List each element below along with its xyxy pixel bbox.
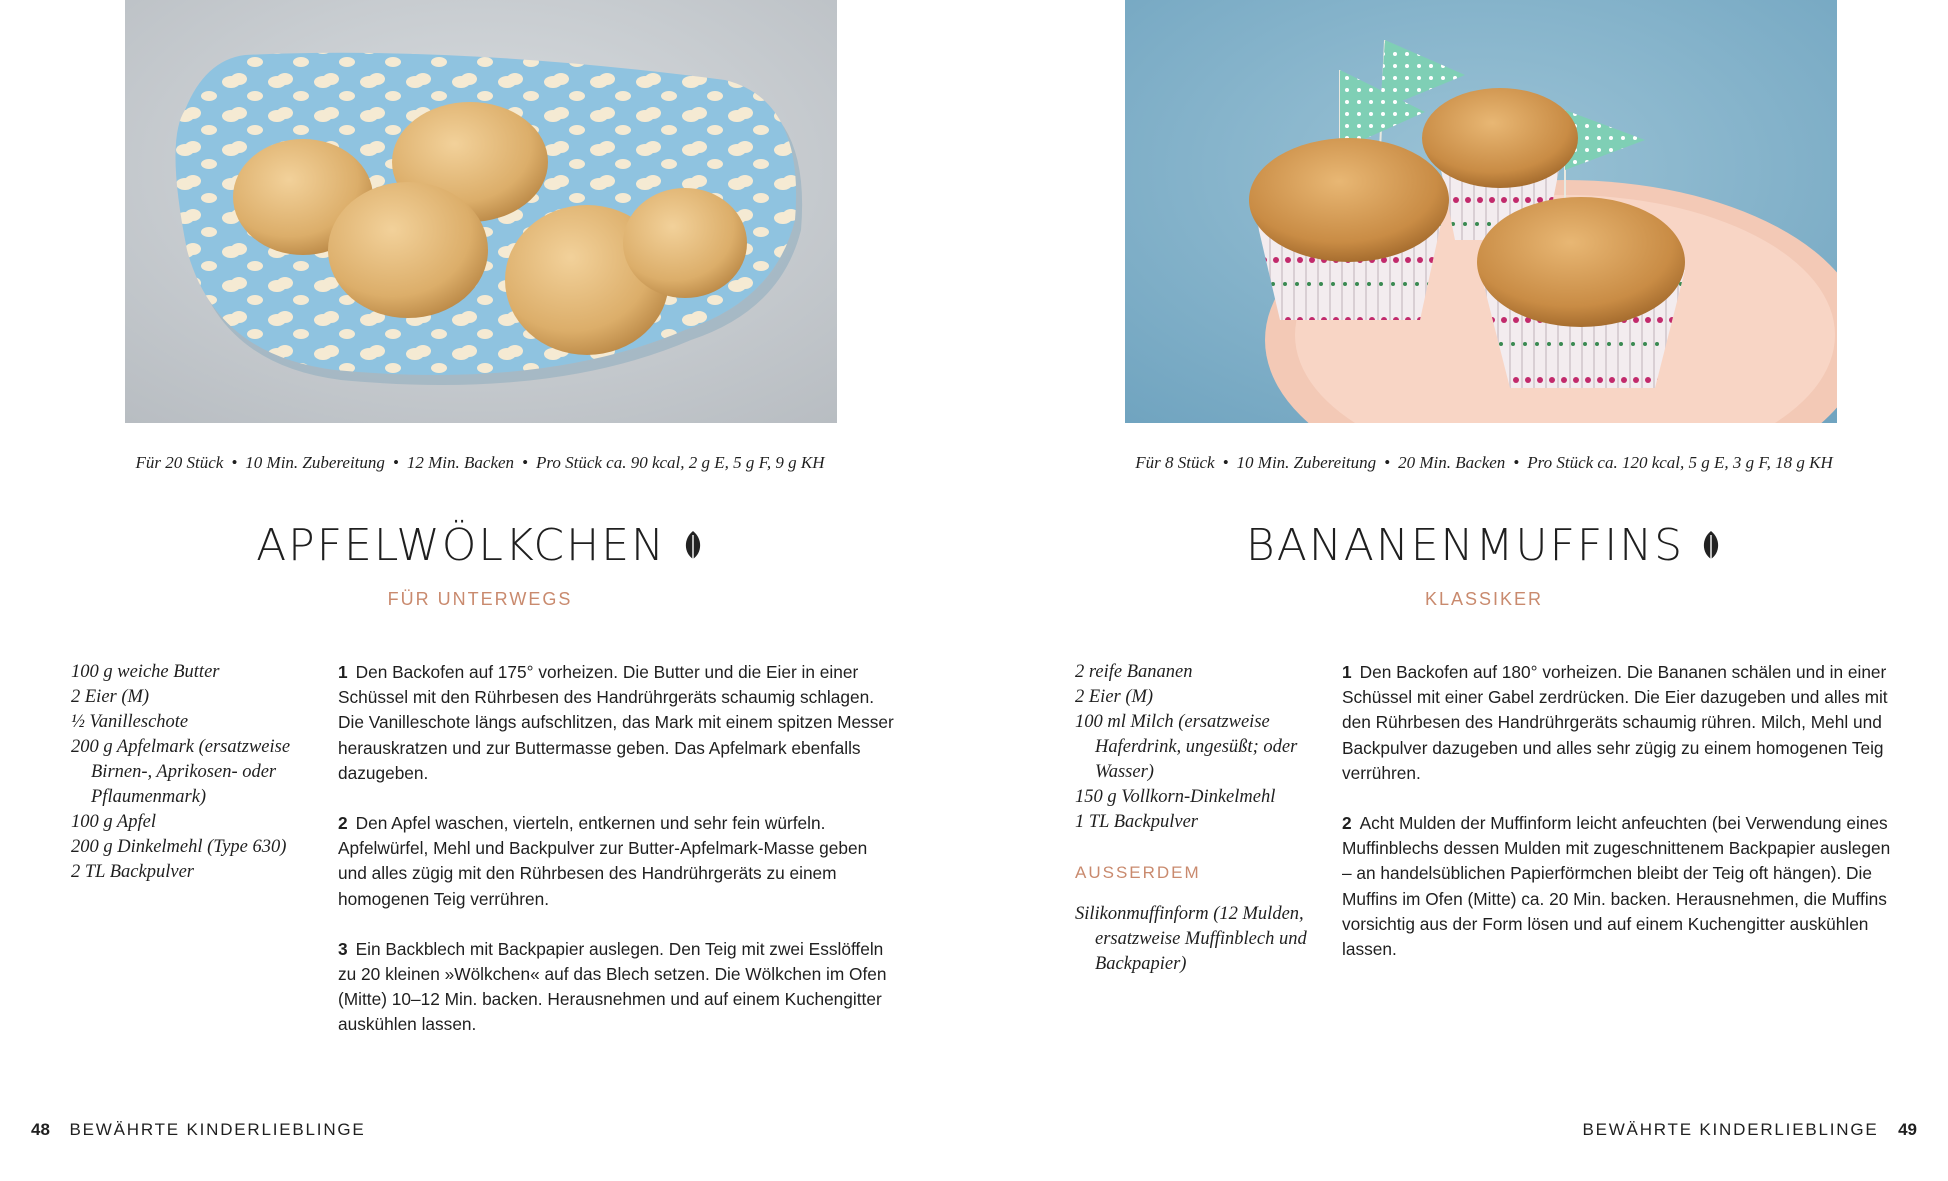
ingredient-item: 150 g Vollkorn-Dinkelmehl <box>1075 787 1276 807</box>
step-text: Ein Backblech mit Backpapier auslegen. Den Teig mit zwei Esslöffeln zu 20 kleinen »Wölkchen« auf das Blech setzen. Die Wölkchen im Ofen (Mitte) 10–12 Min. backen. Herausnehmen und auf einem Kuchengitter auskühlen lassen. <box>338 938 887 1035</box>
ingredient-list <box>71 660 311 885</box>
ingredient-item: 2 TL Backpulver <box>71 862 194 882</box>
step-text: Den Backofen auf 175° vorheizen. Die Butter und die Eier in einer Schüssel mit den Rührbesen des Handrührgeräts schaumig schlagen. Die Vanilleschote längs aufschlitzen, das Mark mit einem spitzen Messer herauskratzen und zur Buttermasse geben. Das Apfelmark ebenfalls dazugeben. <box>338 662 894 783</box>
ingredient-item: 100 ml Milch (ersatzweise Haferdrink, ungesüßt; oder Wasser) <box>1075 712 1298 782</box>
method-step <box>338 660 894 786</box>
meta-prep-time: 10 Min. Zubereitung <box>1236 453 1377 472</box>
ingredient-item: ½ Vanilleschote <box>71 712 189 732</box>
page-footer <box>1582 1120 1917 1140</box>
recipe-title-text: BANANENMUFFINS <box>1245 520 1685 571</box>
step-number: 1 <box>1342 662 1352 682</box>
meta-prep-time: 10 Min. Zubereitung <box>245 453 385 472</box>
recipe-subtitle: FÜR UNTERWEGS <box>387 589 573 609</box>
meta-yield: Für 8 Stück <box>1135 453 1215 472</box>
ingredient-item: 200 g Dinkelmehl (Type 630) <box>71 837 287 857</box>
ingredient-item: 1 TL Backpulver <box>1075 812 1198 832</box>
meta-bake-time: 20 Min. Backen <box>1398 453 1506 472</box>
step-text: Den Apfel waschen, vierteln, entkernen und sehr fein würfeln. Apfelwürfel, Mehl und Backpulver zur Butter-Apfelmark-Masse geben und alles zügig mit den Rührbesen des Handrührgeräts zu einem homogenen Teig verrühren. <box>338 813 868 909</box>
running-head: BEWÄHRTE KINDERLIEBLINGE <box>69 1120 366 1139</box>
meta-bake-time: 12 Min. Backen <box>406 453 515 472</box>
meta-yield: Für 20 Stück <box>135 453 224 472</box>
page-number: 49 <box>1898 1120 1917 1139</box>
banana-muffins-photo <box>1125 0 1837 423</box>
step-number: 2 <box>338 813 348 834</box>
ingredient-item: 100 g weiche Butter <box>71 662 220 682</box>
recipe-title <box>120 520 840 574</box>
page-number: 48 <box>31 1120 50 1139</box>
meta-nutrition: Pro Stück ca. 120 kcal, 5 g E, 3 g F, 18 g KH <box>1527 453 1833 472</box>
meta-nutrition: Pro Stück ca. 90 kcal, 2 g E, 5 g F, 9 g KH <box>535 453 825 472</box>
ingredient-list <box>1075 660 1315 977</box>
recipe-subtitle: KLASSIKER <box>1424 589 1544 609</box>
page-footer <box>31 1120 366 1140</box>
apple-cookies-photo <box>125 0 837 423</box>
ingredient-item: 200 g Apfelmark (ersatzweise Birnen-, Aprikosen- oder Pflaumenmark) <box>71 737 291 807</box>
step-number: 3 <box>338 938 348 959</box>
method-step <box>338 937 894 1038</box>
recipe-meta: Für 20 Stück • 10 Min. Zubereitung • 12 Min. Backen • Pro Stück ca. 90 kcal, 2 g E, 5 g F, 9 g KH <box>135 453 825 472</box>
ingredient-item: 100 g Apfel <box>71 812 156 832</box>
step-text: Den Backofen auf 180° vorheizen. Die Bananen schälen und in einer Schüssel mit einer Gabel zerdrücken. Die Eier dazugeben und alles mit den Rührbesen des Handrührgeräts schaumig rühren. Milch, Mehl und Backpulver dazugeben und alles sehr zügig zu einem homogenen Teig verrühren. <box>1342 662 1888 783</box>
right-page <box>974 0 1948 1181</box>
extra-item: Silikonmuffinform (12 Mulden, ersatzweise Muffinblech und Backpapier) <box>1075 904 1307 974</box>
method-step <box>1342 811 1898 962</box>
leaf-icon <box>1700 523 1722 574</box>
recipe-meta: Für 8 Stück • 10 Min. Zubereitung • 20 Min. Backen • Pro Stück ca. 120 kcal, 5 g E, 3 g F, 18 g KH <box>1135 453 1833 472</box>
running-head: BEWÄHRTE KINDERLIEBLINGE <box>1582 1120 1879 1139</box>
method-steps <box>1342 660 1898 987</box>
method-steps <box>338 660 894 1063</box>
ingredient-item: 2 Eier (M) <box>1075 687 1154 707</box>
method-step <box>338 811 894 912</box>
step-number: 1 <box>338 662 348 682</box>
leaf-icon <box>682 523 704 574</box>
step-number: 2 <box>1342 813 1352 834</box>
recipe-title-text: APFELWÖLKCHEN <box>256 520 666 571</box>
ingredient-item: 2 Eier (M) <box>71 687 150 707</box>
step-text: Acht Mulden der Muffinform leicht anfeuchten (bei Verwendung eines Muffinblechs dessen Mulden mit zugeschnittenem Backpapier auslegen – an handelsüblichen Papierförmchen bleibt der Teig oft hängen). Die Muffins im Ofen (Mitte) ca. 20 Min. backen. Herausnehmen, die Muffins vorsichtig aus der Form lösen und auf einem Kuchengitter auskühlen lassen. <box>1342 813 1891 960</box>
recipe-title <box>1114 520 1854 574</box>
ingredient-item: 2 reife Bananen <box>1075 662 1193 682</box>
extra-heading: AUSSERDEM <box>1075 863 1201 882</box>
method-step <box>1342 660 1898 786</box>
